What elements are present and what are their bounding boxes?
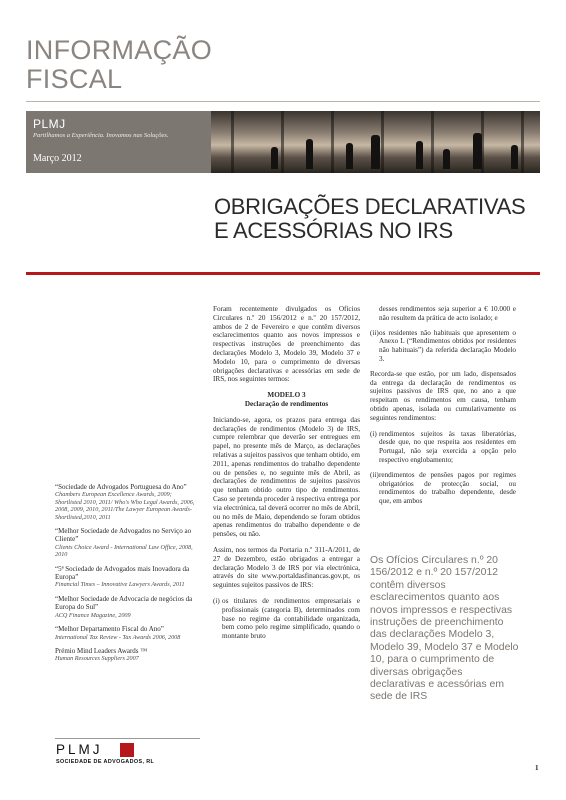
page-number: 1 [535, 764, 539, 772]
award-title: “Melhor Sociedade de Advogados no Serviço ao Cliente” [55, 527, 192, 544]
article-column-1 [213, 305, 360, 647]
title-divider [26, 272, 540, 275]
awards-divider [55, 738, 200, 739]
intro-paragraph: Foram recentemente divulgados os Ofícios Circulares n.º 20 156/2012 e n.º 20 157/2012, ambos de 2 de Fevereiro e que contêm diversos esclarecimentos quanto aos novos impressos e respectivas instruções de preenchimento das declarações Modelo 3, Modelo 39, Modelo 37 e Modelo 10, para o cumprimento de diversas obrigações declarativas e acessórias em sede de IRS, nos seguintes termos: [213, 305, 360, 384]
list-text: desses rendimentos seja superior a € 10.000 e não resultem da prática de acto isolado; e [379, 305, 516, 322]
award-title: “Melhor Departamento Fiscal do Ano” [55, 625, 164, 634]
article-column-2 [370, 305, 516, 512]
award-item [55, 595, 200, 619]
list-item [370, 471, 516, 506]
issue-date: Março 2012 [33, 153, 82, 164]
award-title: “Melhor Sociedade de Advocacia de negócios da Europa do Sul” [55, 594, 193, 612]
award-detail: Financial Times – Innovative Lawyers Awards, 2011 [55, 581, 185, 589]
award-item [55, 527, 200, 559]
award-item [55, 483, 200, 521]
list-marker: (i) [370, 429, 377, 438]
award-title: Prémio Mind Leaders Awards ™ [55, 646, 148, 655]
logo-subtitle: SOCIEDADE DE ADVOGADOS, RL [56, 759, 155, 765]
banner-brand: PLMJ [33, 117, 66, 131]
list-text: rendimentos de pensões pagos por regimes obrigatórios de protecção social, ou rendimentos do trabalho dependente, desde que, em ambos [379, 470, 516, 506]
pull-quote: Os Ofícios Circulares n.º 20 156/2012 e n.º 20 157/2012 contêm diversos esclarecimentos quanto aos novos impressos e respectivas instruções de preenchimento das declarações Modelo 3, Modelo 39, Modelo 37 e Modelo 10, para o cumprimento de diversas obrigações declarativas e acessórias em sede de IRS [370, 555, 519, 703]
section-heading: MODELO 3 [267, 391, 306, 400]
award-detail: Human Resources Suppliers 2007 [55, 655, 139, 663]
award-item [55, 625, 200, 641]
paragraph: Assim, nos termos da Portaria n.º 311-A/2011, de 27 de Dezembro, estão obrigados a entregar a declaração Modelo 3 de IRS por via electrónica, através do site www.portaldasfinancas.gov.pt, os seguintes sujeitos passivos de IRS: [213, 545, 360, 590]
logo-name: PLMJ [56, 742, 103, 757]
award-item [55, 647, 200, 663]
logo-square-icon [120, 743, 134, 757]
banner-tagline: Partilhamos a Experiência. Inovamos nas Soluções. [33, 132, 169, 139]
award-title: “5ª Sociedade de Advogados mais Inovadora da Europa” [55, 564, 190, 582]
list-item [213, 597, 360, 641]
article-title-line1: OBRIGAÇÕES DECLARATIVAS [214, 194, 526, 219]
award-detail: ACQ Finance Magazine, 2009 [55, 611, 131, 619]
award-detail: International Tax Review - Tax Awards 2006, 2008 [55, 633, 181, 641]
list-marker: (ii) [370, 470, 379, 479]
awards-list [55, 483, 200, 669]
list-text: rendimentos sujeitos às taxas liberatórias, desde que, no que respeita aos residentes em Portugal, não seja exercida a opção pelo respectivo englobamento; [379, 429, 516, 464]
newsletter-title-line2: FISCAL [26, 64, 123, 94]
section-subheading: Declaração de rendimentos [244, 399, 329, 408]
list-item [370, 329, 516, 364]
list-item [370, 430, 516, 465]
paragraph: Iniciando-se, agora, os prazos para entrega das declarações de rendimentos (Modelo 3) de IRS, cumpre relembrar que deverão ser entregues em papel, no presente mês de Março, as declarações relativas a sujeitos passivos que tenham obtido, em 2011, apenas rendimentos do trabalho dependente ou de pensões e, no seguinte mês de Abril, as declarações de rendimentos de sujeitos passivos que tenham obtido outro tipo de rendimentos. Caso se pretenda proceder à respectiva entrega por via electrónica, tal deverá ocorrer no mês de Abril, ou no mês de Maio, dependendo se foram obtidos apenas rendimentos do trabalho dependente e de pensões, ou não. [213, 415, 360, 539]
award-title: “Sociedade de Advogados Portuguesa do Ano” [55, 483, 187, 491]
paragraph: Recorda-se que estão, por um lado, dispensados da entrega da declaração de rendimentos os sujeitos passivos de IRS que, no ano a que respeitam os rendimentos em causa, tenham obtido apenas, isolada ou cumulativamente os seguintes rendimentos: [370, 369, 516, 422]
article-title-line2: E ACESSÓRIAS NO IRS [214, 218, 453, 243]
list-marker: (i) [213, 596, 220, 605]
award-detail: Chambers European Excellence Awards, 2009; Shortlisted 2010, 2011/ Who's Who Legal Awards, 2006, 2008, 2009, 2010, 2011/The Lawyer European Awards-Shortlisted,2010, 2011 [55, 491, 195, 521]
newsletter-title-line1: INFORMAÇÃO [26, 35, 213, 65]
article-title [214, 195, 544, 243]
list-text: os residentes não habituais que apresentem o Anexo L (“Rendimentos obtidos por residentes não habituais”) da referida declaração Modelo 3. [379, 328, 516, 363]
list-item-continued [370, 305, 516, 323]
banner-photo [211, 111, 540, 173]
newsletter-title [26, 36, 326, 94]
award-detail: Clients Choice Award - International Law Office, 2008, 2010 [55, 543, 193, 559]
list-marker: (ii) [370, 328, 379, 337]
list-text: os titulares de rendimentos empresariais e profissionais (categoria B), determinados com base no regime da contabilidade organizada, bem como pelo regime simplificado, quando o montante bruto [222, 596, 360, 641]
award-item [55, 565, 200, 589]
header-divider [26, 101, 540, 102]
firm-logo [56, 742, 206, 765]
